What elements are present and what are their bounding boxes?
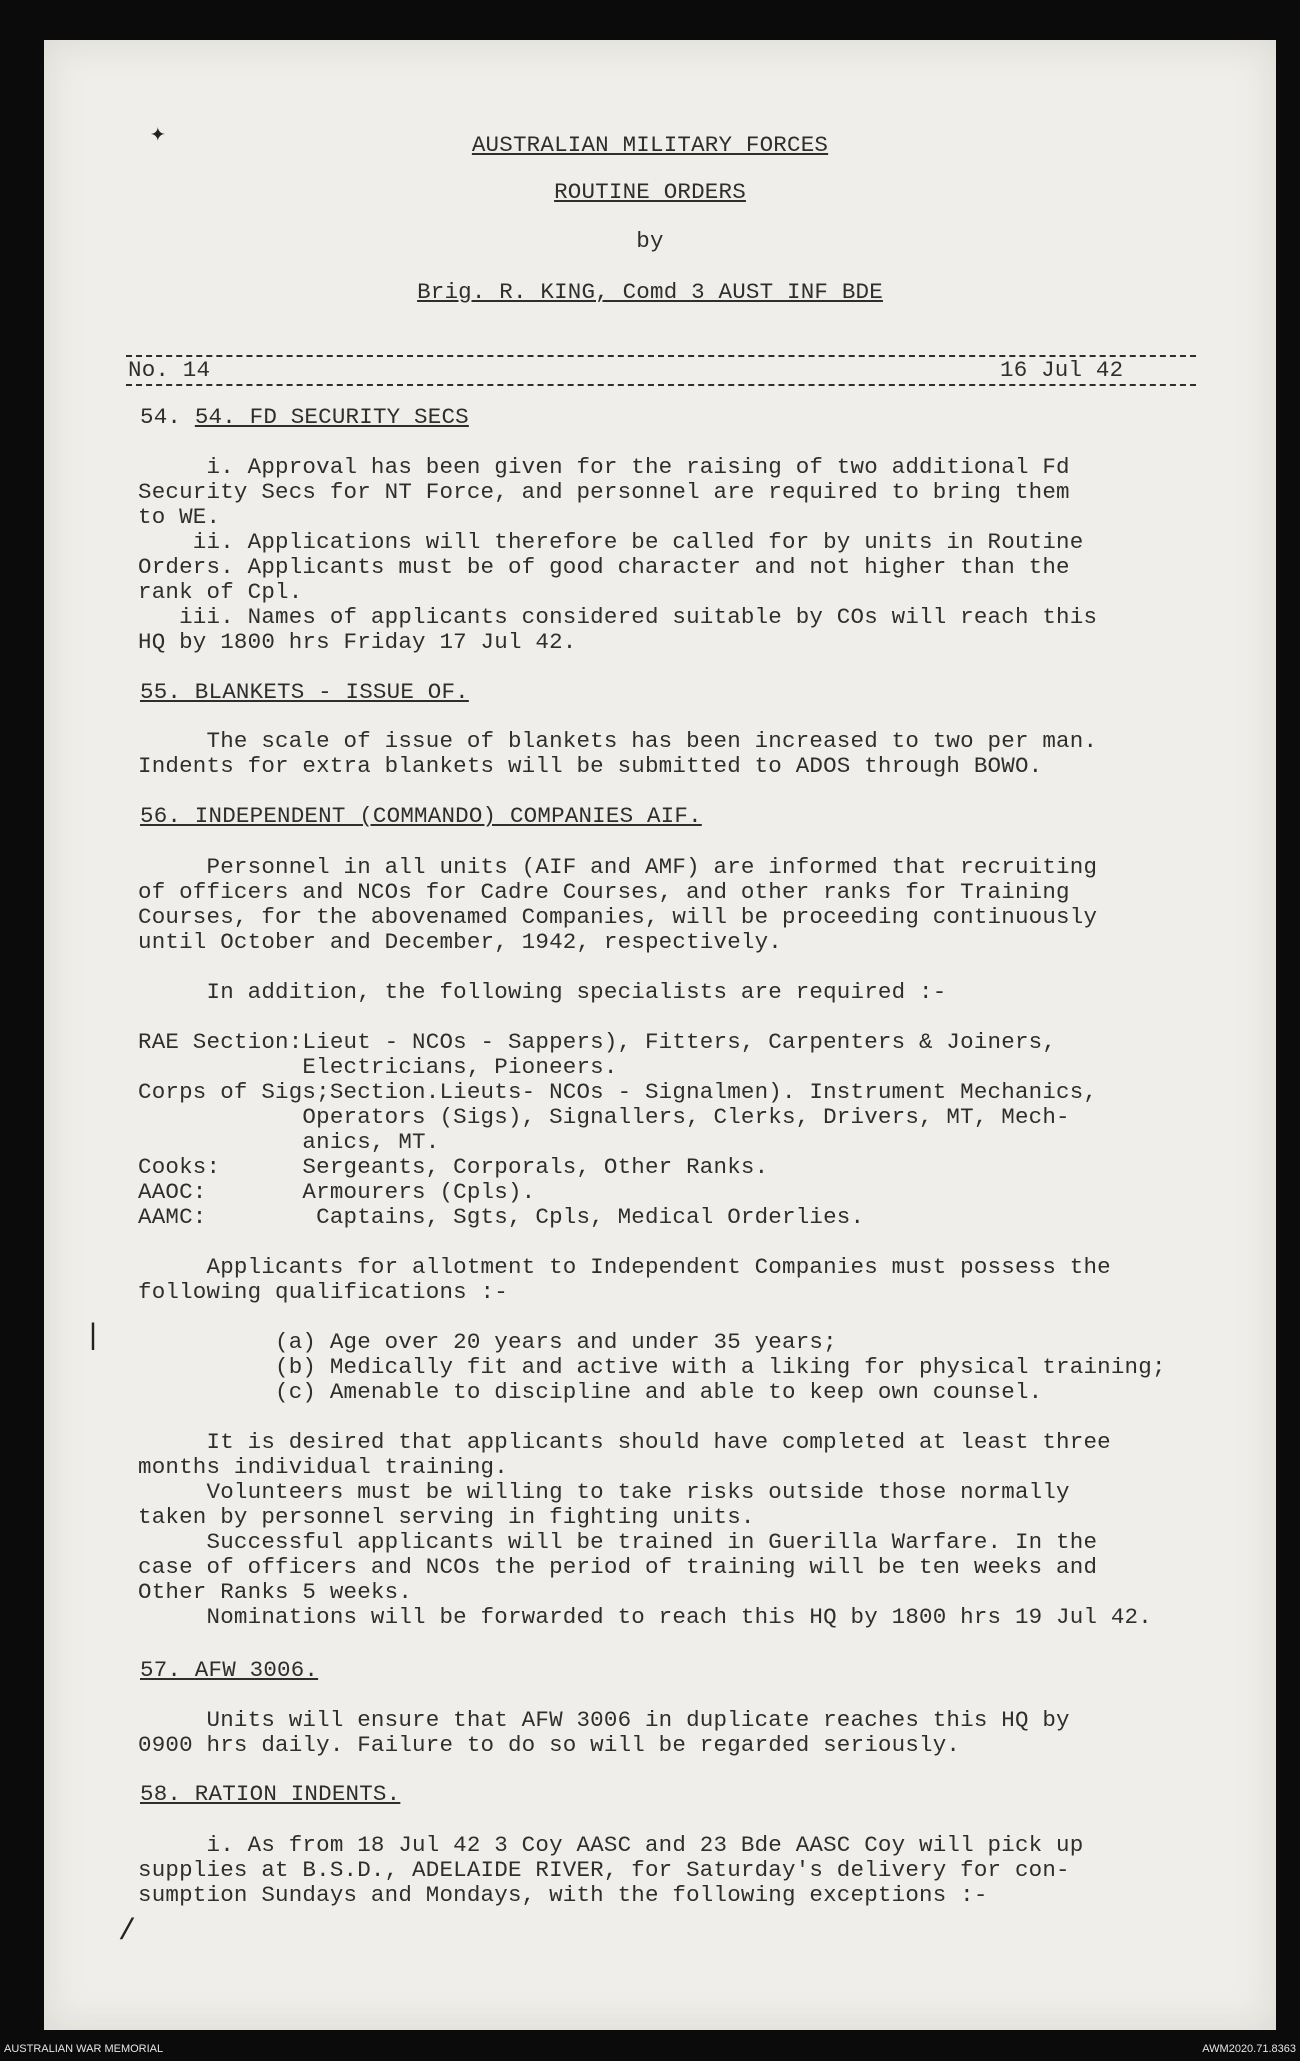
text-line: Personnel in all units (AIF and AMF) are informed that recruiting: [138, 854, 1098, 880]
text-line: iii. Names of applicants considered suitable by COs will reach this: [138, 604, 1098, 630]
text-line: Nominations will be forwarded to reach this HQ by 1800 hrs 19 Jul 42.: [138, 1604, 1152, 1630]
text-line: months individual training.: [138, 1454, 508, 1480]
text-line: [138, 955, 1166, 980]
section-heading-text: 56. INDEPENDENT (COMMANDO) COMPANIES AIF.: [140, 803, 702, 829]
archive-reference: AWM2020.71.8363: [1202, 2043, 1296, 2055]
text-line: In addition, the following specialists are required :-: [138, 979, 947, 1005]
section-body: [138, 729, 1097, 779]
text-line: (a) Age over 20 years and under 35 years;: [138, 1329, 837, 1355]
text-line: supplies at B.S.D., ADELAIDE RIVER, for Saturday's delivery for con-: [138, 1857, 1070, 1883]
section-heading: [140, 680, 469, 705]
page-subtitle: ROUTINE ORDERS: [554, 179, 746, 205]
rule-bottom: [126, 384, 1196, 386]
text-line: 0900 hrs daily. Failure to do so will be regarded seriously.: [138, 1732, 961, 1758]
section-heading-text: 54. FD SECURITY SECS: [194, 404, 469, 430]
text-line: [138, 1230, 1166, 1255]
order-date: 16 Jul 42: [1000, 357, 1124, 383]
text-line: It is desired that applicants should have completed at least three: [138, 1429, 1111, 1455]
section-body: [138, 855, 1166, 1630]
text-line: following qualifications :-: [138, 1279, 508, 1305]
text-line: [138, 1305, 1166, 1330]
text-line: Operators (Sigs), Signallers, Clerks, Drivers, MT, Mech-: [138, 1104, 1070, 1130]
text-line: i. Approval has been given for the raising of two additional Fd: [138, 454, 1070, 480]
commander: Brig. R. KING, Comd 3 AUST INF BDE: [417, 279, 883, 305]
text-line: until October and December, 1942, respectively.: [138, 929, 783, 955]
text-line: [138, 1005, 1166, 1030]
text-line: i. As from 18 Jul 42 3 Coy AASC and 23 Bde AASC Coy will pick up: [138, 1832, 1084, 1858]
text-line: Successful applicants will be trained in Guerilla Warfare. In the: [138, 1529, 1098, 1555]
text-line: AAMC: Captains, Sgts, Cpls, Medical Orderlies.: [138, 1204, 865, 1230]
margin-mark: |: [84, 1320, 103, 1354]
text-line: The scale of issue of blankets has been increased to two per man.: [138, 728, 1098, 754]
text-line: sumption Sundays and Mondays, with the following exceptions :-: [138, 1882, 988, 1908]
text-line: Volunteers must be willing to take risks outside those normally: [138, 1479, 1070, 1505]
section-body: [138, 455, 1097, 655]
section-body: [138, 1708, 1070, 1758]
text-line: [138, 1405, 1166, 1430]
text-line: RAE Section:Lieut - NCOs - Sappers), Fitters, Carpenters & Joiners,: [138, 1029, 1057, 1055]
text-line: anics, MT.: [138, 1129, 440, 1155]
section-heading: [140, 1782, 400, 1807]
section-heading: [140, 1658, 318, 1683]
text-line: (c) Amenable to discipline and able to keep own counsel.: [138, 1379, 1043, 1405]
section-heading: 54. 54. FD SECURITY SECS: [140, 404, 469, 430]
ink-mark: ✦: [150, 119, 166, 149]
archive-credit: AUSTRALIAN WAR MEMORIAL: [4, 2043, 164, 2055]
text-line: Security Secs for NT Force, and personnel are required to bring them: [138, 479, 1070, 505]
section-heading-text: 58. RATION INDENTS.: [140, 1781, 401, 1807]
byline: by: [636, 228, 664, 254]
text-line: to WE.: [138, 504, 221, 530]
order-number: No. 14: [128, 357, 211, 383]
text-line: ii. Applications will therefore be called for by units in Routine: [138, 529, 1084, 555]
section-heading-text: 57. AFW 3006.: [140, 1657, 319, 1683]
page-title: AUSTRALIAN MILITARY FORCES: [471, 132, 829, 158]
text-line: AAOC: Armourers (Cpls).: [138, 1179, 536, 1205]
margin-mark: /: [118, 1915, 137, 1949]
text-line: Indents for extra blankets will be submitted to ADOS through BOWO.: [138, 753, 1043, 779]
text-line: HQ by 1800 hrs Friday 17 Jul 42.: [138, 629, 577, 655]
text-line: Cooks: Sergeants, Corporals, Other Ranks.: [138, 1154, 769, 1180]
text-line: (b) Medically fit and active with a liking for physical training;: [138, 1354, 1166, 1380]
section-heading: [140, 804, 702, 829]
text-line: Orders. Applicants must be of good character and not higher than the: [138, 554, 1070, 580]
section-heading-text: 55. BLANKETS - ISSUE OF.: [140, 679, 469, 705]
text-line: Applicants for allotment to Independent Companies must possess the: [138, 1254, 1111, 1280]
text-line: Units will ensure that AFW 3006 in duplicate reaches this HQ by: [138, 1707, 1070, 1733]
text-line: Other Ranks 5 weeks.: [138, 1579, 413, 1605]
text-line: of officers and NCOs for Cadre Courses, and other ranks for Training: [138, 879, 1070, 905]
text-line: rank of Cpl.: [138, 579, 303, 605]
section-body: [138, 1833, 1083, 1908]
text-line: Courses, for the abovenamed Companies, will be proceeding continuously: [138, 904, 1098, 930]
text-line: Corps of Sigs;Section.Lieuts- NCOs - Signalmen). Instrument Mechanics,: [138, 1079, 1098, 1105]
text-line: taken by personnel serving in fighting units.: [138, 1504, 755, 1530]
text-line: Electricians, Pioneers.: [138, 1054, 618, 1080]
text-line: case of officers and NCOs the period of training will be ten weeks and: [138, 1554, 1098, 1580]
